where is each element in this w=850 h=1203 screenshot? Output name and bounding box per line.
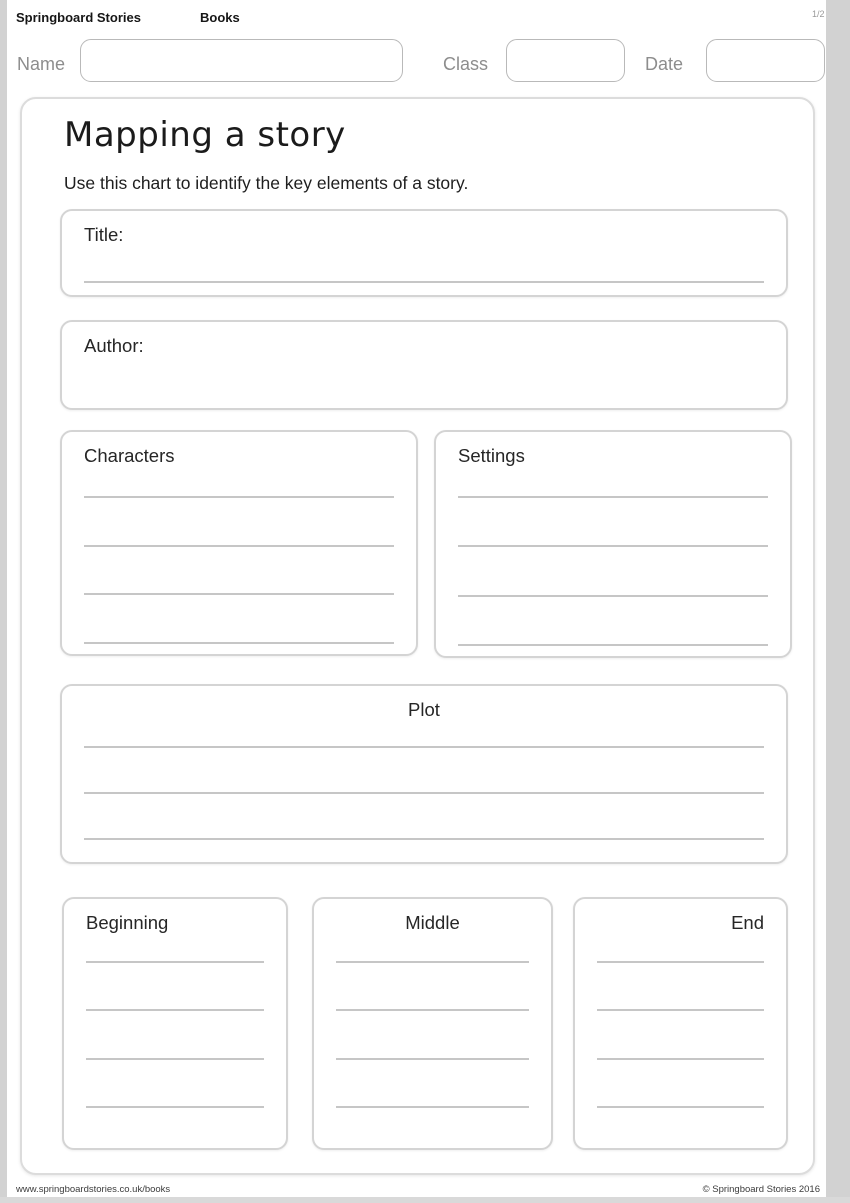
end-box-label: End (731, 912, 764, 933)
writing-line[interactable] (458, 595, 768, 597)
beginning-box-label: Beginning (86, 912, 169, 933)
title-box-label: Title: (84, 224, 124, 245)
writing-line[interactable] (458, 545, 768, 547)
page-edge-right (826, 0, 850, 1203)
worksheet-card (20, 97, 815, 1175)
writing-line[interactable] (336, 1106, 529, 1108)
page-edge-bottom (0, 1197, 850, 1203)
page-number: 1/2 (812, 9, 825, 19)
writing-line[interactable] (458, 496, 768, 498)
section-title: Books (200, 10, 240, 25)
middle-box (312, 897, 553, 1150)
class-label: Class (443, 54, 489, 74)
middle-box-lines (336, 961, 529, 1108)
writing-line[interactable] (336, 961, 529, 963)
page-edge-left (0, 0, 7, 1203)
name-label: Name (17, 54, 66, 74)
writing-line[interactable] (84, 838, 764, 840)
author-box-label: Author: (84, 335, 144, 356)
date-input[interactable] (706, 39, 825, 82)
settings-box (434, 430, 792, 658)
writing-line[interactable] (86, 1106, 264, 1108)
writing-line[interactable] (84, 281, 764, 283)
footer-url: www.springboardstories.co.uk/books (16, 1184, 171, 1195)
middle-box-label: Middle (405, 912, 460, 933)
footer-copyright: © Springboard Stories 2016 (702, 1184, 820, 1195)
title-box (60, 209, 788, 297)
class-input[interactable] (506, 39, 625, 82)
writing-line[interactable] (336, 1058, 529, 1060)
plot-box-lines (84, 746, 764, 840)
writing-line[interactable] (86, 1009, 264, 1011)
writing-line[interactable] (597, 961, 764, 963)
writing-line[interactable] (84, 545, 394, 547)
end-box (573, 897, 788, 1150)
writing-line[interactable] (336, 1009, 529, 1011)
writing-line[interactable] (84, 746, 764, 748)
writing-line[interactable] (84, 496, 394, 498)
beginning-box-lines (86, 961, 264, 1108)
settings-box-label: Settings (458, 445, 525, 466)
worksheet-subtitle: Use this chart to identify the key elements of a story. (64, 173, 469, 193)
brand-title: Springboard Stories (16, 10, 141, 25)
name-input[interactable] (80, 39, 403, 82)
title-box-lines (84, 281, 764, 283)
writing-line[interactable] (84, 792, 764, 794)
characters-box-label: Characters (84, 445, 175, 466)
settings-box-lines (458, 496, 768, 646)
characters-box-lines (84, 496, 394, 644)
author-box (60, 320, 788, 410)
writing-line[interactable] (597, 1009, 764, 1011)
end-box-lines (597, 961, 764, 1108)
date-label: Date (645, 54, 684, 74)
characters-box (60, 430, 418, 656)
writing-line[interactable] (84, 593, 394, 595)
worksheet-title: Mapping a story (64, 115, 346, 155)
writing-line[interactable] (597, 1058, 764, 1060)
plot-box (60, 684, 788, 864)
plot-box-label: Plot (408, 699, 440, 720)
writing-line[interactable] (84, 642, 394, 644)
writing-line[interactable] (597, 1106, 764, 1108)
beginning-box (62, 897, 288, 1150)
writing-line[interactable] (458, 644, 768, 646)
writing-line[interactable] (86, 961, 264, 963)
writing-line[interactable] (86, 1058, 264, 1060)
